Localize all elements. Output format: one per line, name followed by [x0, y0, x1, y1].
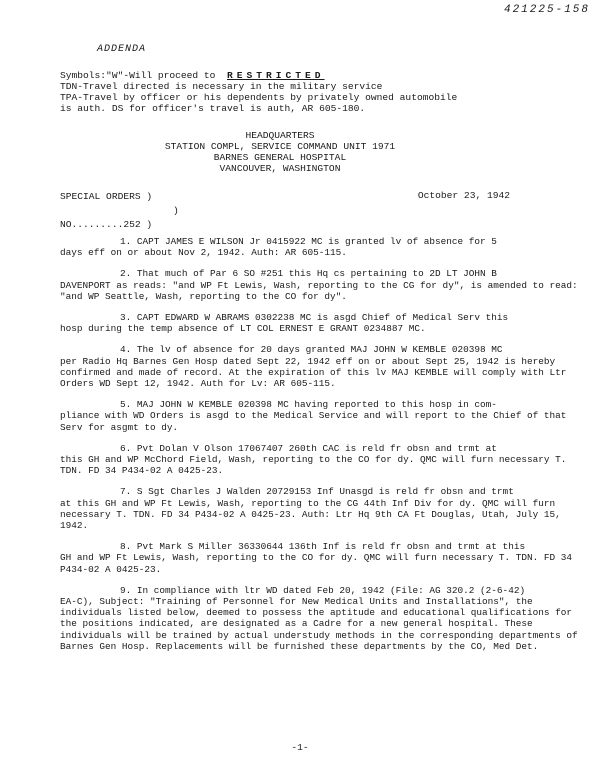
paragraph-3: 3. CAPT EDWARD W ABRAMS 0302238 MC is asgd Chief of Medical Serv this hosp during the temp absence of LT COL ERNEST E GRANT 0234887 MC.	[60, 312, 509, 335]
symbols-legend	[60, 70, 540, 114]
paragraph-4: 4. The lv of absence for 20 days granted MAJ JOHN W KEMBLE 020398 MC per Radio Hq Barnes Gen Hosp dated Sept 22, 1942 eff on or about Sept 25, 1942 is hereby confirmed and made of record. At the expiration of this lv MAJ KEMBLE will comply with Ltr Orders WD Sept 12, 1942. Auth for Lv: AR 605-115.	[60, 344, 567, 390]
paragraph-5: 5. MAJ JOHN W KEMBLE 020398 MC having reported to this hosp in com- pliance with WD Orders is asgd to the Medical Service and will report to the Chief of that Serv for asgmt to dy.	[60, 399, 567, 433]
paragraph-9: 9. In compliance with ltr WD dated Feb 20, 1942 (File: AG 320.2 (2-6-42) EA-C), Subject: "Training of Personnel for New Medical Units and Installations", the individuals listed below, deemed to possess the aptitude and educational qualifications for the positions indicated, are designated as a Cadre for a new general hospital. These individuals will be trained by actual understudy methods in the corresponding departments of Barnes Gen Hosp. Replacements will be furnished these departments by the CO, Med Det.	[60, 584, 578, 652]
paragraph-2: 2. That much of Par 6 SO #251 this Hq cs pertaining to 2D LT JOHN B DAVENPORT as reads: "and WP Ft Lewis, Wash, reporting to the CG for dy", is amended to read: "and WP Seattle, Wash, reporting to the CO for dy".	[60, 268, 578, 302]
hq-line-2: STATION COMPL, SERVICE COMMAND UNIT 1971	[164, 141, 396, 152]
addenda-label: ADDENDA	[97, 44, 147, 55]
orders-body	[60, 236, 580, 662]
restricted-stamp: RESTRICTED	[226, 70, 325, 81]
headquarters-block	[150, 130, 410, 174]
special-orders-heading	[60, 190, 179, 232]
paragraph-1: 1. CAPT JAMES E WILSON Jr 0415922 MC is granted lv of absence for 5 days eff on or about Nov 2, 1942. Auth: AR 605-115.	[60, 236, 497, 259]
paragraph-7: 7. S Sgt Charles J Walden 20729153 Inf Unasgd is reld fr obsn and trmt at this GH and WP Ft Lewis, Wash, reporting to the CG 44th Inf Div for dy. QMC will furn necessary T. TDN. FD 34 P434-02 A 0425-23. Auth: Ltr Hq 9th CA Ft Douglas, Utah, July 15, 1942.	[60, 486, 561, 532]
symbols-line-2: TDN-Travel directed is necessary in the military service	[60, 81, 383, 92]
hq-line-3: BARNES GENERAL HOSPITAL	[213, 152, 347, 163]
paragraph-6: 6. Pvt Dolan V Olson 17067407 260th CAC is reld fr obsn and trmt at this GH and WP McChord Field, Wash, reporting to the CO for dy. QMC will furn necessary T. TDN. FD 34 P434-02 A 0425-23.	[60, 442, 567, 477]
paragraph-8: 8. Pvt Mark S Miller 36330644 136th Inf is reld fr obsn and trmt at this GH and WP Ft Lewis, Wash, reporting to the CO for dy. QMC will furn necessary T. TDN. FD 34 P434-02 A 0425-23.	[60, 541, 572, 575]
symbols-line-4: is auth. DS for officer's travel is auth, AR 605-180.	[60, 103, 366, 114]
symbols-line-1: Symbols:"W"-Will proceed to RESTRICTED	[60, 70, 325, 81]
special-orders-number: NO.........252 )	[60, 219, 153, 230]
page-number: -1-	[291, 742, 309, 753]
order-date: October 23, 1942	[417, 190, 510, 201]
hq-line-1: HEADQUARTERS	[245, 130, 315, 141]
document-number: 421225-158	[503, 4, 590, 16]
special-orders-label: SPECIAL ORDERS )	[60, 191, 153, 202]
hq-line-4: VANCOUVER, WASHINGTON	[219, 163, 341, 174]
special-orders-paren: )	[173, 205, 179, 216]
symbols-line-3: TPA-Travel by officer or his dependents by privately owned automobile	[60, 92, 458, 103]
